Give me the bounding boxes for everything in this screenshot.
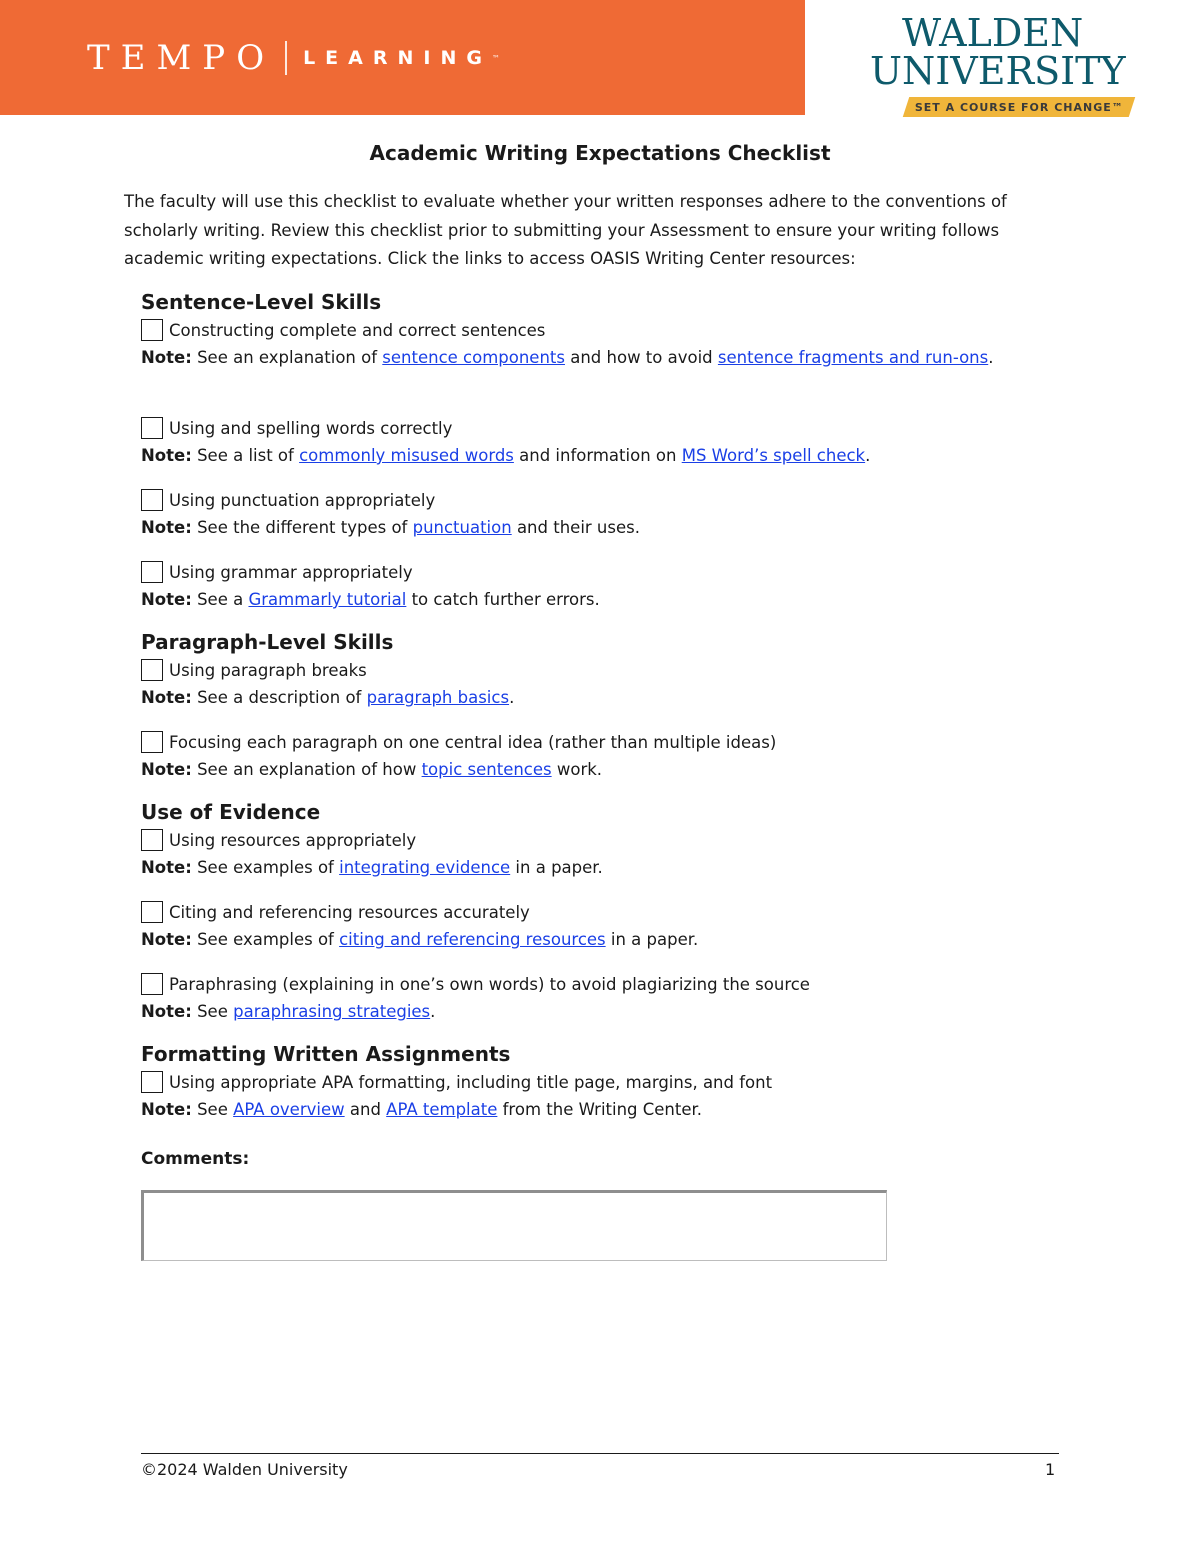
resource-link[interactable]: paragraph basics	[366, 688, 510, 707]
tempo-learning-logo	[87, 38, 500, 78]
section-heading: Sentence-Level Skills	[141, 290, 382, 314]
note-text: See an explanation of	[197, 348, 383, 367]
note-label: Note:	[141, 590, 192, 609]
checklist-item-label: Using punctuation appropriately	[169, 490, 436, 510]
checklist-item	[141, 728, 1101, 784]
note-row	[141, 756, 1101, 784]
checkbox[interactable]	[141, 901, 163, 923]
resource-link[interactable]: APA overview	[233, 1100, 345, 1119]
note-row	[141, 926, 1101, 954]
note-row	[141, 586, 1101, 614]
footer-copyright: ©2024 Walden University	[141, 1460, 348, 1479]
checklist-item-row	[141, 558, 1101, 586]
checklist-item	[141, 970, 1101, 1026]
note-row	[141, 514, 1101, 542]
checklist-item-label: Using resources appropriately	[169, 830, 417, 850]
note-text: and their uses.	[511, 518, 640, 537]
resource-link[interactable]: integrating evidence	[339, 858, 511, 877]
checklist-item-row	[141, 826, 1101, 854]
note-label: Note:	[141, 348, 192, 367]
checklist-item	[141, 656, 1101, 712]
resource-link[interactable]: commonly misused words	[299, 446, 514, 465]
checklist-item-label: Using grammar appropriately	[169, 562, 413, 582]
tempo-logo-word: TEMPO	[87, 38, 276, 78]
resource-link[interactable]: paraphrasing strategies	[233, 1002, 431, 1021]
note-text: .	[988, 348, 994, 367]
note-text: in a paper.	[605, 930, 699, 949]
checklist-item-row	[141, 656, 1101, 684]
note-row	[141, 344, 1101, 372]
checkbox[interactable]	[141, 731, 163, 753]
note-label: Note:	[141, 446, 192, 465]
resource-link[interactable]: sentence fragments and run-ons	[717, 348, 989, 367]
resource-link[interactable]: citing and referencing resources	[339, 930, 606, 949]
checklist-item-row	[141, 316, 1101, 344]
note-row	[141, 854, 1101, 882]
checklist-item-label: Using and spelling words correctly	[169, 418, 453, 438]
resource-link[interactable]: APA template	[386, 1100, 498, 1119]
resource-link[interactable]: sentence components	[382, 348, 565, 367]
checklist-item-label: Using paragraph breaks	[169, 660, 367, 680]
checklist-item-label: Citing and referencing resources accurately	[169, 902, 530, 922]
walden-university-logo	[866, 10, 1136, 122]
intro-paragraph: The faculty will use this checklist to evaluate whether your written responses adhere to the conventions of scholarly writing. Review this checklist prior to submitting your Assessment to ensure your writing follows academic writing expectations. Click the links to access OASIS Writing Center resources:	[124, 192, 1007, 268]
section-heading: Formatting Written Assignments	[141, 1042, 511, 1066]
note-text: See the different types of	[197, 518, 413, 537]
note-text: See a	[197, 590, 249, 609]
checkbox[interactable]	[141, 659, 163, 681]
note-text: See a list of	[197, 446, 300, 465]
checklist-item	[141, 486, 1101, 542]
note-text: See	[197, 1100, 234, 1119]
note-text: and	[344, 1100, 387, 1119]
note-text: to catch further errors.	[406, 590, 600, 609]
note-label: Note:	[141, 930, 192, 949]
note-label: Note:	[141, 1002, 192, 1021]
note-row	[141, 1096, 1101, 1124]
tempo-banner	[0, 0, 805, 115]
note-text: See	[197, 1002, 234, 1021]
note-text: from the Writing Center.	[497, 1100, 703, 1119]
note-label: Note:	[141, 1100, 192, 1119]
resource-link[interactable]: topic sentences	[421, 760, 552, 779]
checklist-item	[141, 414, 1101, 470]
learning-logo-word: LEARNING	[303, 47, 492, 69]
checklist-item-label: Constructing complete and correct sentences	[169, 320, 546, 340]
checklist-item-row	[141, 898, 1101, 926]
note-text: and how to avoid	[564, 348, 718, 367]
note-text: in a paper.	[510, 858, 603, 877]
checkbox[interactable]	[141, 973, 163, 995]
checkbox[interactable]	[141, 829, 163, 851]
logo-divider	[285, 41, 287, 75]
section-heading: Use of Evidence	[141, 800, 321, 824]
checkbox[interactable]	[141, 417, 163, 439]
checkbox[interactable]	[141, 489, 163, 511]
checklist-item	[141, 316, 1101, 372]
checklist-item-row	[141, 414, 1101, 442]
note-row	[141, 684, 1101, 712]
comments-label: Comments:	[141, 1149, 250, 1169]
note-row	[141, 998, 1101, 1026]
note-text: See examples of	[197, 930, 340, 949]
checklist-item-row	[141, 486, 1101, 514]
note-text: See an explanation of how	[197, 760, 422, 779]
note-label: Note:	[141, 688, 192, 707]
document-title: Academic Writing Expectations Checklist	[369, 141, 831, 165]
note-label: Note:	[141, 760, 192, 779]
comments-field[interactable]	[141, 1190, 887, 1261]
checkbox[interactable]	[141, 561, 163, 583]
walden-tagline: SET A COURSE FOR CHANGE™	[914, 100, 1124, 114]
note-text: .	[430, 1002, 436, 1021]
resource-link[interactable]: punctuation	[412, 518, 512, 537]
section-heading: Paragraph-Level Skills	[141, 630, 394, 654]
checklist-content	[141, 288, 1101, 1261]
note-row	[141, 442, 1101, 470]
note-text: See examples of	[197, 858, 340, 877]
checkbox[interactable]	[141, 319, 163, 341]
checklist-item-label: Focusing each paragraph on one central idea (rather than multiple ideas)	[169, 732, 777, 752]
checklist-item-row	[141, 728, 1101, 756]
walden-logo-line1: WALDEN	[902, 11, 1084, 55]
note-label: Note:	[141, 858, 192, 877]
checkbox[interactable]	[141, 1071, 163, 1093]
checklist-item-row	[141, 970, 1101, 998]
checklist-item	[141, 898, 1101, 954]
trademark-mark: ™	[491, 53, 500, 63]
walden-logo-line2: UNIVERSITY	[870, 49, 1126, 93]
checklist-item	[141, 826, 1101, 882]
checklist-item-label: Using appropriate APA formatting, including title page, margins, and font	[169, 1072, 773, 1092]
note-text: work.	[551, 760, 603, 779]
note-text: See a description of	[197, 688, 367, 707]
checklist-item-label: Paraphrasing (explaining in one’s own words) to avoid plagiarizing the source	[169, 974, 810, 994]
note-label: Note:	[141, 518, 192, 537]
resource-link[interactable]: MS Word’s spell check	[681, 446, 866, 465]
checklist-item	[141, 1068, 1101, 1124]
note-text: .	[865, 446, 871, 465]
footer-divider	[141, 1453, 1059, 1454]
footer-page-number: 1	[1045, 1460, 1056, 1479]
checklist-item	[141, 558, 1101, 614]
walden-tagline-ribbon	[903, 97, 1135, 117]
note-text: and information on	[513, 446, 682, 465]
resource-link[interactable]: Grammarly tutorial	[248, 590, 407, 609]
note-text: .	[509, 688, 515, 707]
checklist-item-row	[141, 1068, 1101, 1096]
